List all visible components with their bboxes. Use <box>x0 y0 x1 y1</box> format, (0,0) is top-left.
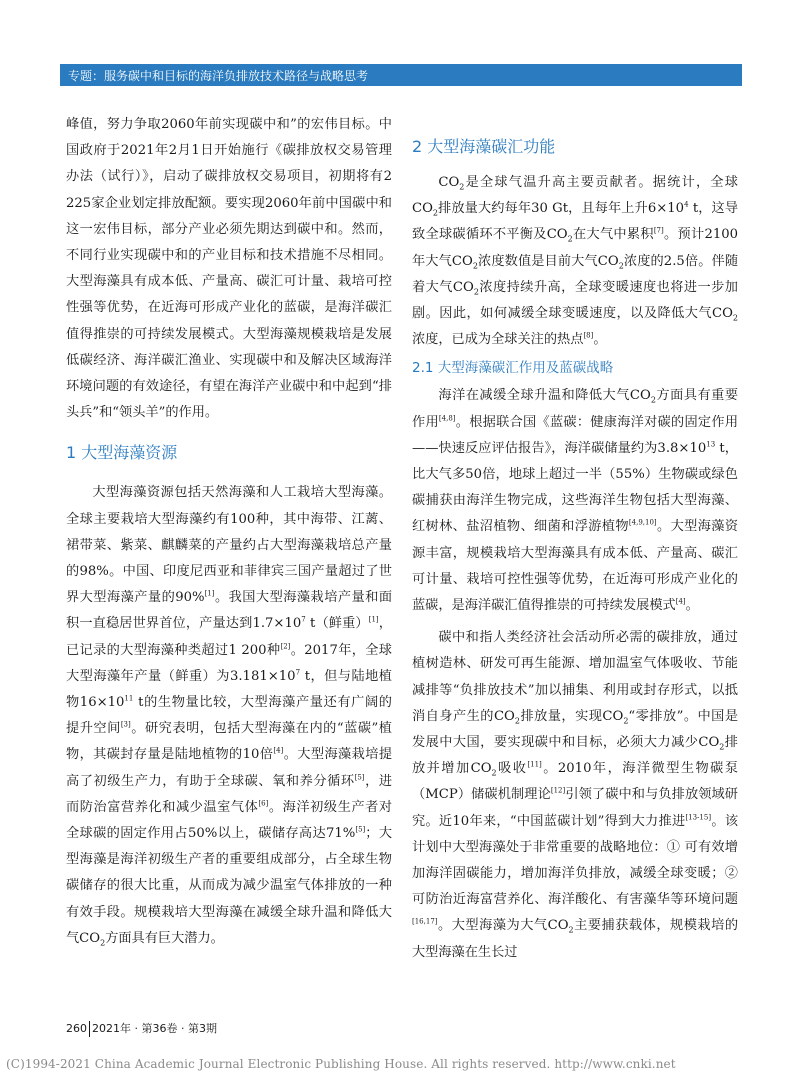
citation[interactable]: [5] <box>354 773 365 782</box>
text-run: 。 <box>685 598 699 614</box>
text-run: ，进而防治富营养化和减少温室气体 <box>66 773 393 815</box>
subscript: 2 <box>432 208 438 218</box>
text-run: 海洋在减缓全球升温和降低大气CO <box>438 388 651 404</box>
text-run: 浓度数值是目前大气CO <box>477 253 619 269</box>
text-run: 是全球气温升高主要贡献者。据统计，全球CO <box>412 175 738 217</box>
citation[interactable]: [3] <box>120 720 131 729</box>
text-run: t的生物量比较，大型海藻产量还有广阔的提升空间 <box>66 695 392 737</box>
subsection-heading-2-1: 2.1 大型海藻碳汇作用及蓝碳战略 <box>412 360 614 377</box>
citation[interactable]: [4] <box>675 597 686 606</box>
citation[interactable]: [12] <box>550 787 566 796</box>
text-run: 。研究表明，包括大型海藻在内的“蓝碳”植物，其碳封存量是陆地植物的10倍 <box>66 721 392 763</box>
citation[interactable]: [1] <box>204 589 215 598</box>
citation[interactable]: [16,17] <box>412 918 438 927</box>
subscript: 2 <box>623 716 629 726</box>
text-run: 吸收 <box>496 761 528 777</box>
exponent: 7 <box>301 616 306 625</box>
text-run: 。根据联合国《蓝碳：健康海洋对碳的固定作用——快速反应评估报告》，海洋碳储量约为3.8×10 <box>412 414 739 456</box>
paragraph-blue-carbon <box>412 383 738 619</box>
footer-divider <box>89 1021 90 1037</box>
subscript: 2 <box>719 742 725 752</box>
page-number: 260 <box>66 1022 87 1035</box>
citation[interactable]: [4] <box>273 747 284 756</box>
text-run: 主要捕获载体，规模栽培的大型海藻在生长过 <box>412 918 739 960</box>
text-run: 排放量，实现CO <box>519 708 624 724</box>
subscript: 2 <box>567 235 573 245</box>
text-run: 方面具有重要作用 <box>412 388 739 430</box>
text-run: 在大气中累积 <box>572 227 654 243</box>
right-column <box>412 134 738 966</box>
subscript: 2 <box>514 716 520 726</box>
text-run: “零排放”。中国是发展中大国，要实现碳中和目标，必须大力减少CO <box>412 708 739 751</box>
header-bar <box>60 64 742 86</box>
text-run: 大型海藻资源包括天然海藻和人工栽培大型海藻。全球主要栽培大型海藻约有100种，其中海带、江蓠、裙带菜、紫菜、麒麟菜的产量约占大型海藻栽培总产量的98%。中国、印度尼西亚和菲律宾三国产量超过了世界大型海藻产量的90% <box>66 485 392 606</box>
paragraph-carbon-neutral <box>412 625 738 966</box>
citation[interactable]: [5] <box>355 825 366 834</box>
text-run: 。大型海藻栽培提高了初级生产力，有助于全球碳、氧和养分循环 <box>66 747 393 789</box>
text-run: ；大型海藻是海洋初级生产者的重要组成部分，占全球生物碳储存的很大比重，从而成为减少温室气体排放的一种有效手段。规模栽培大型海藻在减缓全球升温和降低大气CO <box>66 826 393 946</box>
subscript: 2 <box>100 938 106 948</box>
copyright-watermark: (C)1994-2021 China Academic Journal Electronic Publishing House. All rights reserved. http://www.cnki.net <box>6 1057 676 1071</box>
subscript: 2 <box>568 926 574 936</box>
text-run: 。 <box>593 332 607 348</box>
text-run: 浓度持续升高，全球变暖速度也将进一步加剧。因此，如何减缓全球变暖速度，以及降低大气CO <box>412 279 738 322</box>
citation[interactable]: [8] <box>583 331 594 340</box>
text-run: 引领了碳中和与负排放领域研究。近10年来，“中国蓝碳计划”得到大力推进 <box>412 787 738 829</box>
text-run: 。该计划中大型海藻处于非常重要的战略地位：① 可有效增加海洋固碳能力，增加海洋负排放，减缓全球变暖；② 可防治近海富营养化、海洋酸化、有害藻华等环境问题 <box>412 813 739 908</box>
text-run: t，比大气多50倍，地球上超过一半（55%）生物碳或绿色碳捕获由海洋生物完成，这些海洋生物包括大型海藻、红树林、盐沼植物、细菌和浮游植物 <box>412 440 738 535</box>
citation[interactable]: [2] <box>280 642 291 651</box>
text-run: 。大型海藻为大气CO <box>437 918 569 934</box>
text-run: 。预计2100年大气CO <box>412 227 739 269</box>
running-header: 专题：服务碳中和目标的海洋负排放技术路径与战略思考 <box>68 69 369 83</box>
section-heading-2: 2 大型海藻碳汇功能 <box>412 137 556 156</box>
issue-info: 2021年 · 第36卷 · 第3期 <box>92 1022 217 1035</box>
text-run: 排放并增加CO <box>412 735 738 777</box>
paragraph-intro: 峰值，努力争取2060年前实现碳中和”的宏伟目标。中国政府于2021年2月1日开始施行《碳排放权交易管理办法（试行）》，启动了碳排放权交易项目，初期将有2 225家企业划定排放配额。要实现2060年前中国碳中和这一宏伟目标，部分产业必须先期达到碳中和。然而，不同行业实现碳中和的产业目标和技术措施不尽相同。大型海藻具有成本低、产量高、碳汇可计量、栽培可控性强等优势，在近海可形成产业化的蓝碳，是海洋碳汇值得推崇的可持续发展模式。大型海藻规模栽培是发展低碳经济、海洋碳汇渔业、实现碳中和及解决区域海洋环境问题的有效途径，有望在海洋产业碳中和中起到“排头兵”和“领头羊”的作用。 <box>66 117 392 421</box>
subscript: 2 <box>459 182 465 192</box>
text-run: t（鲜重） <box>305 616 369 632</box>
text-run: 碳中和指人类经济社会活动所必需的碳排放，通过植树造林、研发可再生能源、增加温室气体吸收、节能减排等“负排放技术”加以捕集、利用或封存形式，以抵消自身产生的CO <box>412 630 738 724</box>
text-run: 浓度的2.5倍。伴随着大气CO <box>412 253 739 295</box>
citation[interactable]: [1] <box>368 616 379 625</box>
exponent: 7 <box>295 668 301 677</box>
citation[interactable]: [6] <box>258 799 269 808</box>
text-run: ，已记录的大型海藻种类超过1 200种 <box>66 616 392 658</box>
paragraph-seaweed-resources <box>66 480 392 952</box>
text-run: 。我国大型海藻栽培产量和面积一直稳居世界首位，产量达到1.7×10 <box>66 590 393 632</box>
left-column <box>66 112 392 952</box>
subscript: 2 <box>732 313 738 323</box>
text-run: 。2017年，全球大型海藻年产量（鲜重）为3.181×10 <box>66 642 392 684</box>
text-run: CO <box>438 175 460 190</box>
subscript: 2 <box>491 768 497 778</box>
text-run: 。海洋初级生产者对全球碳的固定作用占50%以上，碳储存高达71% <box>66 799 393 842</box>
text-run: 浓度，已成为全球关注的热点 <box>412 332 584 348</box>
text-run: 。大型海藻资源丰富，规模栽培大型海藻具有成本低、产量高、碳汇可计量、栽培可控性强等优势，在近海可形成产业化的蓝碳，是海洋碳汇值得推崇的可持续发展模式 <box>412 519 739 614</box>
citation[interactable]: [7] <box>653 227 664 236</box>
subscript: 2 <box>650 396 656 406</box>
subscript: 2 <box>473 287 479 297</box>
citation[interactable]: [4,9,10] <box>628 519 657 528</box>
citation[interactable]: [11] <box>527 760 542 769</box>
exponent: 13 <box>706 440 716 449</box>
exponent: 11 <box>124 694 134 703</box>
text-run: t，但与陆地植物16×10 <box>66 668 392 711</box>
text-run: 。2010年，海洋微型生物碳泵（MCP）储碳机制理论 <box>412 761 739 803</box>
citation[interactable]: [13-15] <box>685 813 712 822</box>
subscript: 2 <box>472 261 478 271</box>
paragraph-co2 <box>412 170 738 353</box>
citation[interactable]: [4,8] <box>438 414 456 423</box>
text-run: 方面具有巨大潜力。 <box>105 930 224 946</box>
text-run: 排放量大约每年30 Gt，且每年上升6×10 <box>438 201 685 217</box>
exponent: 4 <box>684 200 689 209</box>
page-footer <box>66 1020 217 1037</box>
text-run: t，这导致全球碳循环不平衡及CO <box>412 201 739 243</box>
section-heading-1: 1 大型海藻资源 <box>66 443 178 463</box>
subscript: 2 <box>618 261 624 271</box>
